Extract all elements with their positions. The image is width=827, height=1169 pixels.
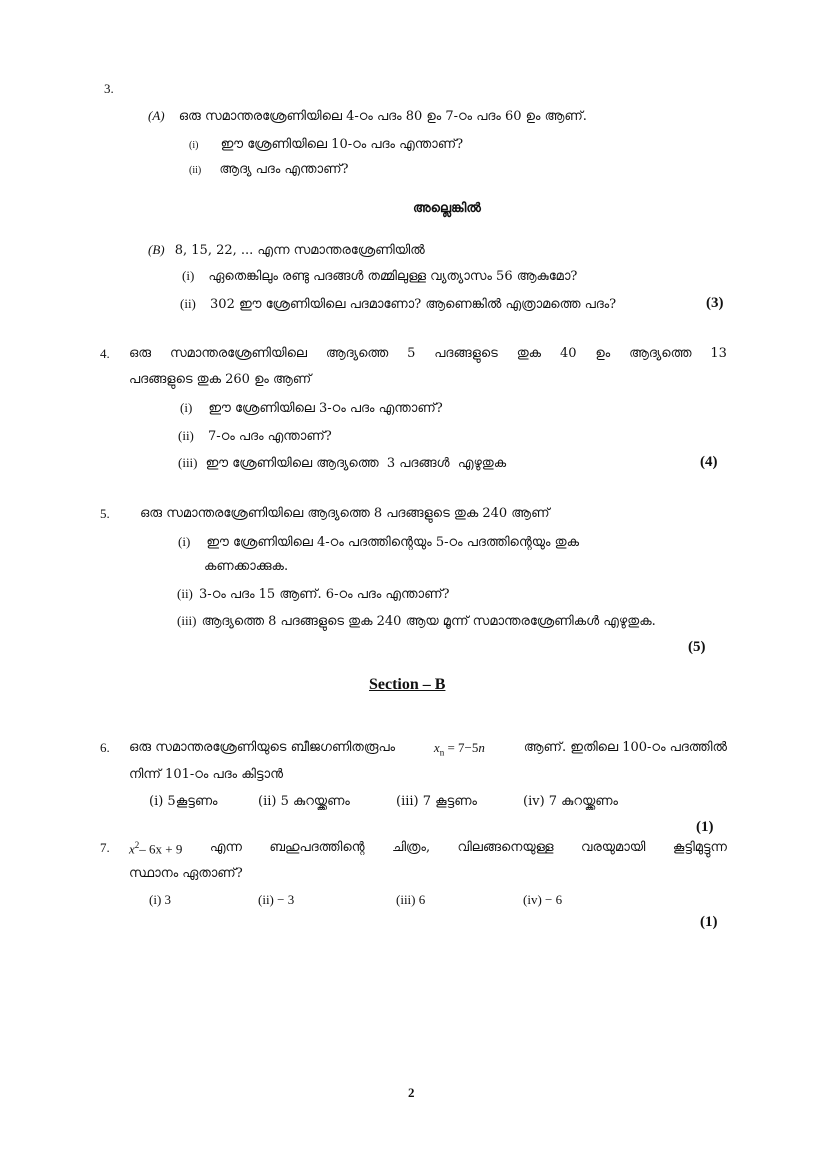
q6-option-1: (i) 5കൂട്ടണം [149,794,218,809]
q4-iii-text: ഈ ശ്രേണിയിലെ ആദ്യത്തെ 3 പദങ്ങൾ എഴുതുക [205,456,507,471]
q3-a-i-line [189,137,463,152]
q7-option-4: (iv) − 6 [523,892,563,907]
q7-word: ചിത്രം, [391,840,431,855]
q5-i-text-line2: കണക്കാക്കുക. [204,559,289,574]
q3-b-label: (B) [148,242,165,257]
q7-poly-x: x [129,841,135,857]
q6-option-3: (iii) 7 കൂട്ടണം [396,794,477,809]
q5-number: 5. [100,506,110,521]
q4-line2: പദങ്ങളുടെ തുക 260 ഉം ആണ് [129,372,312,387]
section-b-heading: Section – B [369,676,446,693]
q4-word: ഉം [595,346,611,361]
q4-number: 4. [100,346,110,361]
q7-option-1: (i) 3 [149,892,172,907]
q6-option-2: (ii) 5 കുറയ്ക്കണം [258,794,350,809]
q7-polynomial [129,840,182,857]
q3-a-i-label: (i) [189,140,199,151]
q4-word: 40 [559,346,577,361]
q4-marks: (4) [700,454,718,470]
q3-marks: (3) [706,295,724,311]
q3-or-text: അല്ലെങ്കിൽ [413,201,481,216]
q7-poly-rest: – 6x + 9 [139,841,183,857]
q7-number: 7. [100,840,110,855]
q6-formula-rest: = 7−5 [444,740,479,755]
q4-word: ആദ്യത്തെ [325,346,389,361]
q6-number: 6. [100,740,110,755]
q4-word: 5 [407,346,416,361]
q6-line1 [129,740,727,758]
q7-line1 [129,840,727,857]
q3-b-text: 8, 15, 22, ... എന്ന സമാന്തരശ്രേണിയിൽ [174,243,425,258]
q4-word: സമാന്തരശ്രേണിയിലെ [169,346,307,361]
q3-b-i-line [182,268,577,284]
q6-formula [434,740,485,758]
q4-iii-line [178,455,506,471]
q3-a-line [148,108,587,124]
q4-word: പദങ്ങളുടെ [434,346,498,361]
q4-word: തുക [516,346,542,361]
q6-line2: നിന്ന് 101-ഠം പദം കിട്ടാൻ [129,767,284,782]
page-number: 2 [408,1085,415,1100]
q7-poly-sup: 2 [134,840,140,850]
q5-iii-label: (iii) [177,613,197,628]
q7-option-3: (iii) 6 [396,892,426,907]
q3-b-ii-line [180,296,616,312]
q5-i-line [178,534,579,550]
q4-i-line [180,400,443,416]
q6-marks: (1) [696,819,714,835]
q5-text: ഒരു സമാന്തരശ്രേണിയിലെ ആദ്യത്തെ 8 പദങ്ങളുടെ തുക 240 ആണ് [140,506,550,521]
q3-a-label: (A) [148,108,165,123]
q3-b-i-label: (i) [182,268,195,283]
q7-word: വിലങ്ങനെയുള്ള [457,840,554,855]
q5-ii-label: (ii) [177,586,193,601]
q5-iii-text: ആദ്യത്തെ 8 പദങ്ങളുടെ തുക 240 ആയ മൂന്ന് സമാന്തരശ്രേണികൾ എഴുതുക. [201,614,656,629]
q3-b-ii-text: 302 ഈ ശ്രേണിയിലെ പദമാണോ? ആണെങ്കിൽ എത്രാമത്തെ പദം? [210,297,617,312]
q7-option-2: (ii) − 3 [258,892,295,907]
q7-marks: (1) [700,914,718,930]
q3-a-text: ഒരു സമാന്തരശ്രേണിയിലെ 4-ഠം പദം 80 ഉം 7-ഠം പദം 60 ഉം ആണ്. [178,109,587,124]
q7-word: ബഹുപദത്തിന്റെ [269,840,365,855]
q3-number: 3. [104,81,114,96]
q4-line1 [129,346,727,361]
q4-word: ഒരു [129,346,152,361]
q4-i-label: (i) [180,400,193,415]
q7-line2: സ്ഥാനം ഏതാണ്? [129,866,243,881]
q3-a-ii-line [189,162,348,177]
q6-formula-n: n [478,740,485,755]
q5-marks: (5) [688,639,706,655]
q5-i-label: (i) [178,534,191,549]
q3-b-ii-label: (ii) [180,296,196,311]
q5-i-text: ഈ ശ്രേണിയിലെ 4-ഠം പദത്തിന്റെയും 5-ഠം പദത്തിന്റെയും തുക [206,535,579,550]
q4-iii-label: (iii) [178,455,198,470]
q3-a-ii-text: ആദ്യ പദം എന്താണ്? [219,162,349,177]
q4-word: 13 [710,346,727,361]
q6-line1-pre: ഒരു സമാന്തരശ്രേണിയുടെ ബീജഗണിതരൂപം [129,740,396,755]
q6-option-4: (iv) 7 കുറയ്ക്കണം [523,794,618,809]
q4-i-text: ഈ ശ്രേണിയിലെ 3-ഠം പദം എന്താണ്? [208,401,443,416]
q3-a-ii-label: (ii) [189,165,202,176]
q5-ii-text: 3-ഠം പദം 15 ആണ്. 6-ഠം പദം എന്താണ്? [199,587,450,602]
q6-line1-post: ആണ്. ഇതിലെ 100-ഠം പദത്തിൽ [523,740,727,755]
q6-formula-var: x [433,740,440,755]
q5-ii-line [177,586,449,602]
q4-ii-line [178,428,332,444]
q7-word: കൂട്ടിമുട്ടുന്ന [672,840,727,855]
q5-iii-line [177,613,656,629]
q4-word: ആദ്യത്തെ [629,346,692,361]
q3-b-line [148,242,425,258]
q4-ii-label: (ii) [178,428,194,443]
q3-b-i-text: ഏതെങ്കിലും രണ്ടു പദങ്ങൾ തമ്മിലുള്ള വ്യത്യാസം 56 ആകുമോ? [208,269,578,284]
q7-word: വരയുമായി [581,840,646,855]
q4-ii-text: 7-ഠം പദം എന്താണ്? [208,429,332,444]
q3-a-i-text: ഈ ശ്രേണിയിലെ 10-ഠം പദം എന്താണ്? [220,137,464,152]
q6-formula-sub: n [439,747,445,758]
q7-word: എന്ന [209,840,242,855]
